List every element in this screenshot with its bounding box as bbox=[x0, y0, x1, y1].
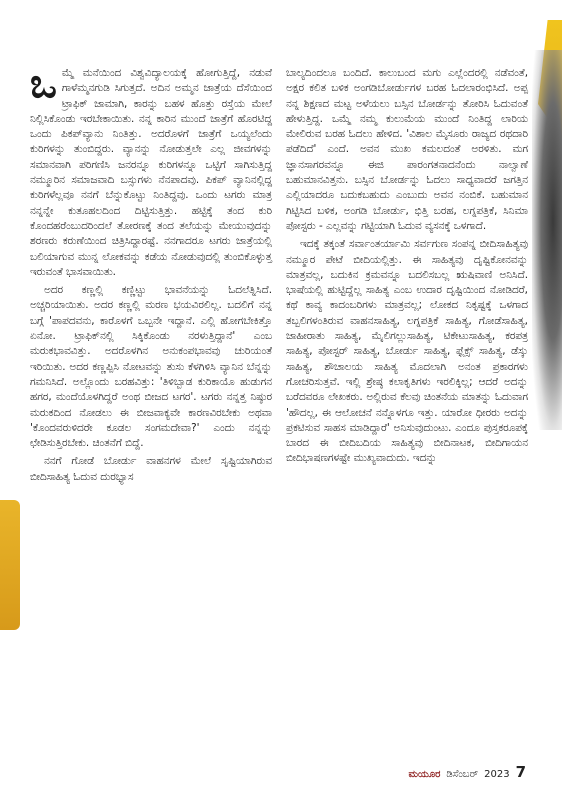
page-footer bbox=[408, 763, 526, 781]
magazine-brand: ಮಯೂರ bbox=[408, 769, 441, 780]
issue-month: ಡಿಸೆಂಬರ್ bbox=[446, 769, 479, 780]
article-column-left bbox=[30, 61, 272, 488]
decorative-ink-art-right bbox=[526, 20, 562, 430]
decorative-yellow-strip-left bbox=[0, 500, 20, 630]
decorative-ink-wash bbox=[532, 50, 562, 430]
article-paragraph: ಬಾಲ್ಯದಿಂದಲೂ ಬಂದಿದೆ. ಕಾಲುಬಂದ ಮಗು ಎಲ್ಲೆಂದರಲ್ಲಿ ನಡೆವಂತೆ, ಅಕ್ಷರ ಕಲಿತ ಬಳಿಕ ಅಂಗಡಿಬೋರ್ಡುಗಳ ಬರಹ ಓದಲಾರಂಭಿಸಿದೆ. ಅಪ್ಪ ನನ್ನ ಶಿಕ್ಷಣದ ಮಟ್ಟ ಅಳೆಯಲು ಬಸ್ಸಿನ ಬೋರ್ಡನ್ನು ತೋರಿಸಿ ಓದುವಂತೆ ಹೇಳುತ್ತಿದ್ದ. ಒಮ್ಮೆ ನಮ್ಮ ಕುಲುಮೆಯ ಮುಂದೆ ನಿಂತಿದ್ದ ಲಾರಿಯ ಮೇಲಿರುವ ಬರಹ ಓದಲು ಹೇಳಿದ. 'ವಿಶಾಲ ಮೈಸೂರು ರಾಜ್ಯದ ರಥದಾರಿ ಪಡೆದಿದೆ' ಎಂದೆ. ಅವನ ಮುಖ ಕಮಲದಂತೆ ಅರಳಿತು. ಮಗ ಜ್ಞಾನಸಾಗರವನ್ನೂ ಈಜಿ ಪಾರಂಗತನಾದನೆಂದು ನಾಲ್ವಾಣೆ ಬಹುಮಾನವಿತ್ತನು. ಬಸ್ಸಿನ ಬೋರ್ಡನ್ನು ಓದಲು ಸಾಧ್ಯವಾದರೆ ಜಗತ್ತಿನ ಎಲ್ಲಿಯಾದರೂ ಬದುಕಬಹುದು ಎಂಬುದು ಅವನ ನಂಬಿಕೆ. ಬಹುಮಾನ ಗಿಟ್ಟಿಸಿದ ಬಳಿಕ, ಅಂಗಡಿ ಬೋರ್ಡು, ಭಿತ್ತಿ ಬರಹ, ಲಗ್ನಪತ್ರಿಕೆ, ಸಿನಿಮಾ ಪೋಸ್ಟರು - ಎಲ್ಲವನ್ನು ಗಟ್ಟಿಯಾಗಿ ಓದುವ ವ್ಯಸನಕ್ಕೆ ಒಳಗಾದೆ. bbox=[286, 67, 528, 232]
article-column-right bbox=[286, 66, 528, 470]
page-number: 7 bbox=[515, 763, 526, 781]
issue-year: 2023 bbox=[484, 769, 510, 780]
drop-cap: ಒ bbox=[30, 61, 57, 107]
article-paragraph: ಅದರ ಕಣ್ಣಲ್ಲಿ ಕಣ್ಣಿಟ್ಟು ಭಾವನೆಯನ್ನು ಓದಲೆತ್ನಿಸಿದೆ. ಅಚ್ಚರಿಯಾಯಿತು. ಅದರ ಕಣ್ಣಲ್ಲಿ ಮರಣ ಭಯವಿರಲಿಲ್ಲ. ಬದಲಿಗೆ ನನ್ನ ಬಗ್ಗೆ 'ಪಾಪದವನು, ಕಾರೊಳಗೆ ಒಬ್ಬನೇ ಇದ್ದಾನೆ. ಎಲ್ಲಿ ಹೋಗಬೇಕಿತ್ತೊ ಏನೋ. ಟ್ರಾಫಿಕ್‌ನಲ್ಲಿ ಸಿಕ್ಕಿಕೊಂಡು ನರಳುತ್ತಿದ್ದಾನೆ' ಎಂಬ ಮರುಕಭಾವವಿತ್ತು. ಅದರೊಳಗಿನ ಅನುಕಂಪಭಾವವು ಚುರಿಯಂತೆ ಇರಿಯಿತು. ಅದರ ಕಣ್ಣಪ್ಪಿಸಿ ನೋಟವನ್ನು ತುಸು ಕೆಳಗಿಳಿಸಿ ವ್ಯಾನಿನ ಬೆನ್ನನ್ನು ಗಮನಿಸಿದೆ. ಅಲ್ಲೊಂದು ಬರಹವಿತ್ತು: 'ತಿಳಿಬ್ಬಾಡ ಕುರಿಕಾಯೊ ಹುಡುಗನ ಹಗರ, ಮಂದೆಯೊಳಗಿದ್ದರೆ ಅಂಥ ಬೀಜದ ಟಗರ'. ಟಗರು ನನ್ನತ್ತ ನಿಷ್ಠುರ ಮರುಕದಿಂದ ನೋಡಲು ಈ ಬೀಜವಾಕ್ಯವೇ ಕಾರಣವಿರಬೇಕು ಅಥವಾ 'ಕೊಂದವರುಳಿದರೇ ಕೂಡಲ ಸಂಗಮದೇವಾ?' ಎಂದು ನನ್ನನ್ನು ಛೇಡಿಸುತ್ತಿರಬೇಕು. ಚಿಂತನೆಗೆ ಬಿದ್ದೆ. bbox=[30, 284, 272, 450]
article-paragraph bbox=[30, 61, 272, 280]
article-paragraph: ನನಗೆ ಗೋಡೆ ಬೋರ್ಡು ವಾಹನಗಳ ಮೇಲೆ ಸೃಷ್ಟಿಯಾಗಿರುವ ಬೀದಿಸಾಹಿತ್ಯ ಓದುವ ದುರಭ್ಯಾಸ bbox=[30, 455, 272, 483]
paragraph-text: ಮ್ಮೆ ಮನೆಯಿಂದ ವಿಶ್ವವಿದ್ಯಾಲಯಕ್ಕೆ ಹೋಗುತ್ತಿದ್ದೆ, ನಡುವೆ ಗಾಳೆಮ್ಮನಗುಡಿ ಸಿಗುತ್ತದೆ. ಅದಿನ ಅಮ್ಮನ ಜಾತ್ರೆಯ ದೆಸೆಯಿಂದ ಟ್ರಾಫಿಕ್ ಜಾಮಾಗಿ, ಕಾರನ್ನು ಬಹಳ ಹೊತ್ತು ರಸ್ತೆಯ ಮೇಲೆ ನಿಲ್ಲಿಸಿಕೊಂಡು ಇರಬೇಕಾಯಿತು. ನನ್ನ ಕಾರಿನ ಮುಂದೆ ಜಾತ್ರೆಗೆ ಹೊರಟಿದ್ದ ಒಂದು ಪಿಕಪ್‌ವ್ಯಾನು ನಿಂತಿತ್ತು. ಅದರೊಳಗೆ ಜಾತ್ರೆಗೆ ಒಯ್ಯಲೆಂದು ಕುರಿಗಳನ್ನು ತುಂಬಿದ್ದರು. ವ್ಯಾನನ್ನು ನೋಡುತ್ತಲೇ ಎಲ್ಲ ಜೀವಗಳನ್ನು ಸಮಾನವಾಗಿ ಪರಿಗಣಿಸಿ ಜನರನ್ನೂ ಕುರಿಗಳನ್ನೂ ಒಟ್ಟಿಗೆ ಸಾಗಿಸುತ್ತಿದ್ದ ನಮ್ಮೂರಿನ ಸಮಾಜವಾದಿ ಬಸ್ಸುಗಳು ನೆನಪಾದವು. ಪಿಕಪ್ ವ್ಯಾನಿನಲ್ಲಿದ್ದ ಕುರಿಗಳೆಲ್ಲವೂ ನನಗೆ ಬೆನ್ನುಕೊಟ್ಟು ನಿಂತಿದ್ದವು. ಒಂದು ಟಗರು ಮಾತ್ರ ನನ್ನನ್ನೇ ಕುತೂಹಲದಿಂದ ದಿಟ್ಟಿಸುತ್ತಿತ್ತು. ಹಟ್ಟಿಕ್ಕೆ ತಂದ ಕುರಿ ಕೊಂದಹರೆಂಬುದರಿಂದಲೆ ತೋರಣಕ್ಕೆ ತಂದ ತಲೆಯನ್ನು ಮೇಯುವುದನ್ನು ಶರಣರು ಕರುಣೆಯಿಂದ ಚಿತ್ರಿಸಿದ್ದಾರಷ್ಟೆ. ನನಗಾದರೂ ಟಗರು ಜಾತ್ರೆಯಲ್ಲಿ ಬಲಿಯಾಗುವ ಮುನ್ನ ಲೋಕವನ್ನು ಕಡೆಯ ನೋಡುವುದಲ್ಲಿ ತುಂಬಿಕೊಳ್ಳುತ್ತ ಇರುವಂತೆ ಭಾಸವಾಯಿತು. bbox=[30, 67, 272, 278]
article-paragraph: ಇದಕ್ಕೆ ತಕ್ಕಂತೆ ಸರ್ವಾಂತರ್ಯಾಮಿ ಸರ್ವಗುಣ ಸಂಪನ್ನ ಬೀದಿಸಾಹಿತ್ಯವು ನಮ್ಮೂರ ಪೇಟೆ ಬೀದಿಯಲ್ಲಿತ್ತು. ಈ ಸಾಹಿತ್ಯವು ದೃಷ್ಟಿಕೋನವನ್ನು ಮಾತ್ರವಲ್ಲ, ಬದುಕಿನ ಕ್ರಮವನ್ನೂ ಬದಲಿಸಬಲ್ಲ ಋಷಿವಾಣಿ ಅನಿಸಿದೆ. ಭಾಷೆಯಲ್ಲಿ ಹುಟ್ಟಿದ್ದೆಲ್ಲ ಸಾಹಿತ್ಯ ಎಂಬ ಉದಾರ ದೃಷ್ಟಿಯಿಂದ ನೋಡಿದರೆ, ಕಥೆ ಕಾವ್ಯ ಕಾದಂಬರಿಗಳು ಮಾತ್ರವಲ್ಲ; ಲೋಕದ ನಿಕೃಷ್ಟಕ್ಕೆ ಒಳಗಾದ ತಬ್ಬಲಿಗಳಂತಿರುವ ವಾಹನಸಾಹಿತ್ಯ, ಲಗ್ನಪತ್ರಿಕೆ ಸಾಹಿತ್ಯ, ಗೋಡೆಸಾಹಿತ್ಯ, ಜಾಹೀರಾತು ಸಾಹಿತ್ಯ, ಮೈಲಿಗಲ್ಲುಸಾಹಿತ್ಯ, ಟಿಕೇಟುಸಾಹಿತ್ಯ, ಕರಪತ್ರ ಸಾಹಿತ್ಯ, ಪೋಸ್ಟರ್ ಸಾಹಿತ್ಯ, ಬೋರ್ಡು ಸಾಹಿತ್ಯ, ಫ್ಲೆಕ್ಸ್ ಸಾಹಿತ್ಯ, ಡೆಸ್ಕು ಸಾಹಿತ್ಯ, ಶೌಚಾಲಯ ಸಾಹಿತ್ಯ ಮೊದಲಾಗಿ ಅನಂತ ಪ್ರಕಾರಗಳು ಗೋಚರಿಸುತ್ತವೆ. ಇಲ್ಲಿ ಶ್ರೇಷ್ಠ ಕಲಾಕೃತಿಗಳು ಇರಲಿಕ್ಕಿಲ್ಲ; ಆದರೆ ಅದನ್ನು ಬರೆದವರೂ ಲೇಖಕರು. ಅಲ್ಲಿರುವ ಕೆಲವು ಚಿಂತನೆಯ ಮಾತನ್ನು ಓದುವಾಗ 'ಹೌದಲ್ಲ, ಈ ಆಲೋಚನೆ ನನ್ನೊಳಗೂ ಇತ್ತು. ಯಾರೋ ಧೀರರು ಅದನ್ನು ಪ್ರಕಟಿಸುವ ಸಾಹಸ ಮಾಡಿದ್ದಾರೆ' ಅನಿಸುವುದುಂಟು. ಎಂದೂ ಪುಸ್ತಕರೂಪಕ್ಕೆ ಬಾರದ ಈ ಬೀದಿಬದಿಯ ಸಾಹಿತ್ಯವು ಬೀದಿನಾಟಕ, ಬೀದಿಗಾಯನ ಬೀದಿಭಾಷಣಗಳಷ್ಟೇ ಮುಖ್ಯವಾದುದು. ಇದನ್ನು bbox=[286, 238, 528, 465]
